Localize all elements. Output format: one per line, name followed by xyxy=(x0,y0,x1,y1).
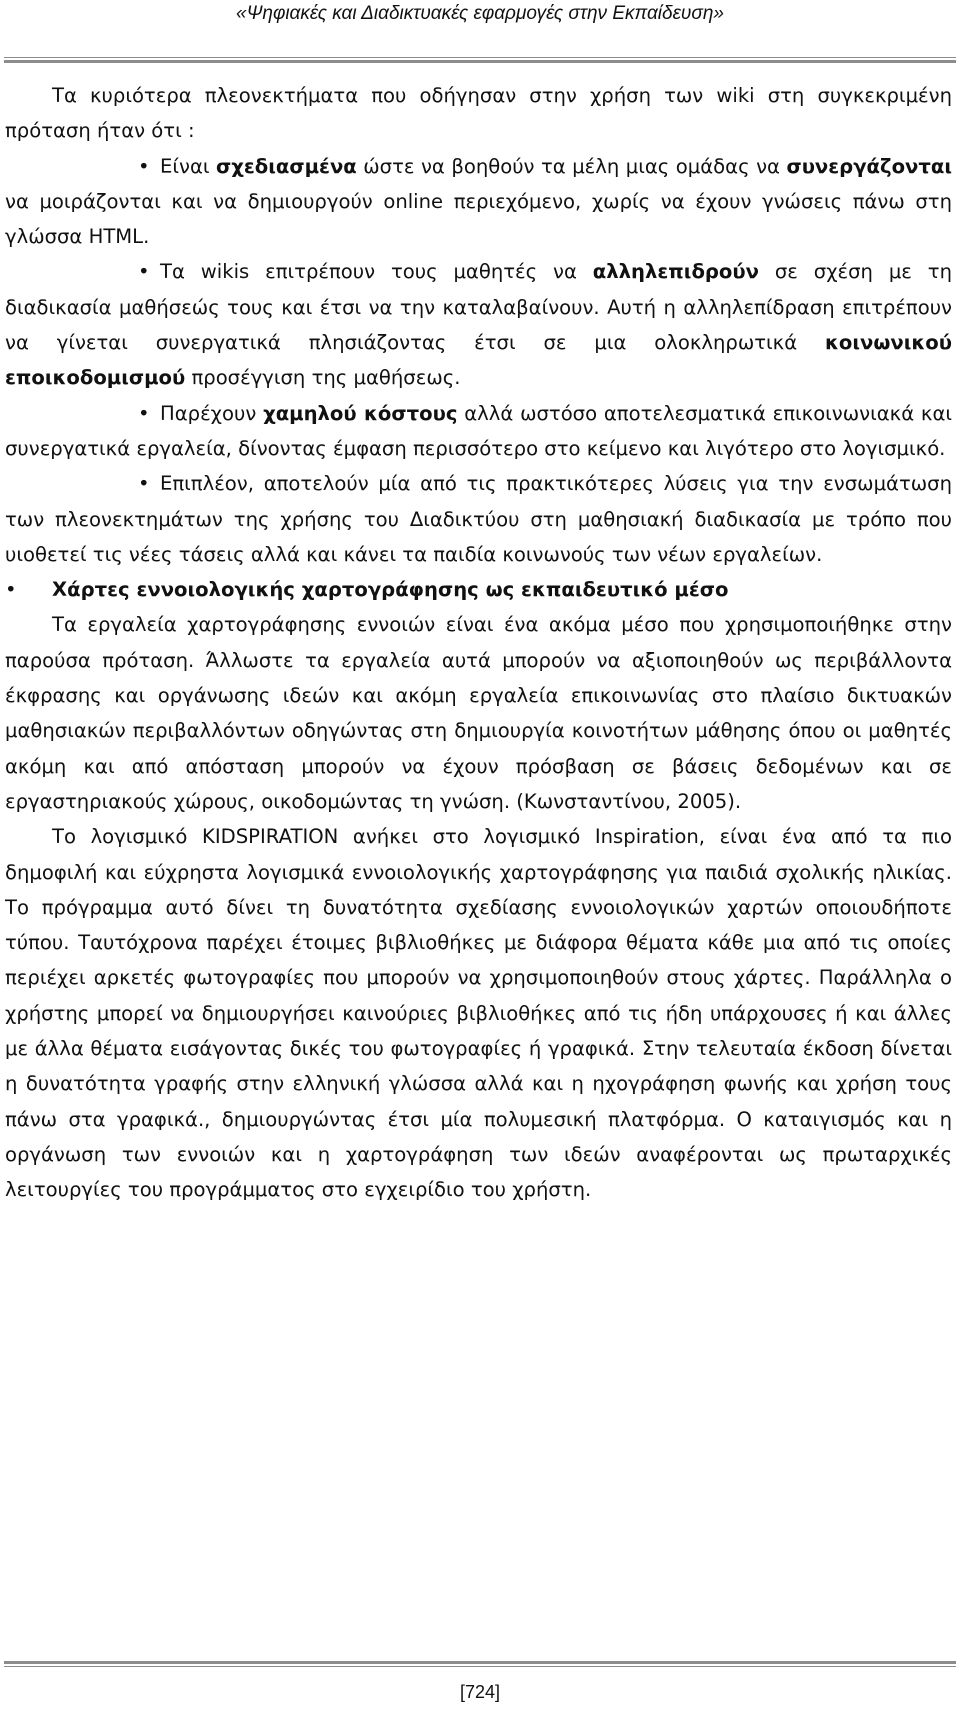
bullet-item: • Τα wikis επιτρέπουν τους μαθητές να αλληλεπιδρούν σε σχέση με τη διαδικασία μαθήσεώς τους και έτσι να την καταλαβαίνουν. Αυτή η αλληλεπίδραση επιτρέπουν να γίνεται συνεργατικά πλησιάζοντας έτσι σε μια ολοκληρωτικά κοινωνικού εποικοδομισμού προσέγγιση της μαθήσεως. xyxy=(5,254,952,395)
body-paragraph: Τα εργαλεία χαρτογράφησης εννοιών είναι ένα ακόμα μέσο που χρησιμοποιήθηκε στην παρούσα πρόταση. Άλλωστε τα εργαλεία αυτά μπορούν να αξιοποιηθούν ως περιβάλλοντα έκφρασης και οργάνωσης ιδεών και ακόμη εργαλεία επικοινωνίας στο πλαίσιο δικτυακών μαθησιακών περιβαλλόντων οδηγώντας στη δημιουργία κοινοτήτων μάθησης όπου οι μαθητές ακόμη και από απόσταση μπορούν να έχουν πρόσβαση σε βάσεις δεδομένων και σε εργαστηριακούς χώρους, οικοδομώντας τη γνώση. (Κωνσταντίνου, 2005). xyxy=(5,613,952,813)
bullet-icon: • xyxy=(138,154,150,178)
bullet-icon: • xyxy=(5,578,17,602)
section-heading: • Χάρτες εννοιολογικής χαρτογράφησης ως εκπαιδευτικό μέσο xyxy=(5,572,952,607)
bullet-item: • Επιπλέον, αποτελούν μία από τις πρακτικότερες λύσεις για την ενσωμάτωση των πλεονεκτημάτων της χρήσης του Διαδικτύου στη μαθησιακή διαδικασία με τρόπο που υιοθετεί τις νέες τάσεις αλλά και κάνει τα παιδία κοινωνούς των νέων εργαλείων. xyxy=(5,466,952,572)
bullet-item: • Είναι σχεδιασμένα ώστε να βοηθούν τα μέλη μιας ομάδας να συνεργάζονται να μοιράζονται και να δημιουργούν online περιεχόμενο, χωρίς να έχουν γνώσεις πάνω στη γλώσσα HTML. xyxy=(5,149,952,255)
bullet-icon: • xyxy=(138,401,150,425)
document-body xyxy=(5,78,952,1208)
page-footer xyxy=(0,1680,960,1704)
page-number: [724] xyxy=(459,1682,501,1702)
footer-divider xyxy=(4,1661,956,1667)
bullet-icon: • xyxy=(138,260,150,284)
intro-paragraph: Τα κυριότερα πλεονεκτήματα που οδήγησαν στην χρήση των wiki στη συγκεκριμένη πρόταση ήταν ότι : xyxy=(5,84,952,143)
bullet-item: • Παρέχουν χαμηλού κόστους αλλά ωστόσο αποτελεσματικά επικοινωνιακά και συνεργατικά εργαλεία, δίνοντας έμφαση περισσότερο στο κείμενο και λιγότερο στο λογισμικό. xyxy=(5,396,952,467)
body-paragraph: Το λογισμικό KIDSPIRATION ανήκει στο λογισμικό Inspiration, είναι ένα από τα πιο δημοφιλή και εύχρηστα λογισμικά εννοιολογικής χαρτογράφησης για παιδιά σχολικής ηλικίας. Το πρόγραμμα αυτό δίνει τη δυνατότητα σχεδίασης εννοιολογικών χαρτών οποιουδήποτε τύπου. Ταυτόχρονα παρέχει έτοιμες βιβλιοθήκες με διάφορα θέματα κάθε μια από τις οποίες περιέχει αρκετές φωτογραφίες που μπορούν να χρησιμοποιηθούν στους χάρτες. Παράλληλα ο χρήστης μπορεί να δημιουργήσει καινούριες βιβλιοθήκες από τις ήδη υπάρχουσες ή και άλλες με άλλα θέματα εισάγοντας δικές του φωτογραφίες ή γραφικά. Στην τελευταία έκδοση δίνεται η δυνατότητα γραφής στην ελληνική γλώσσα αλλά και η ηχογράφηση φωνής και χρήση τους πάνω στα γραφικά., δημιουργώντας έτσι μία πολυμεσική πλατφόρμα. Ο καταιγισμός και η οργάνωση των εννοιών και η χαρτογράφηση των ιδεών αναφέρονται ως πρωταρχικές λειτουργίες του προγράμματος στο εγχειρίδιο του χρήστη. xyxy=(5,825,952,1202)
header-title: «Ψηφιακές και Διαδικτυακές εφαρμογές στην Εκπαίδευση» xyxy=(236,3,724,24)
header-divider xyxy=(4,57,956,63)
bullet-icon: • xyxy=(138,472,150,496)
page-header xyxy=(0,0,960,27)
